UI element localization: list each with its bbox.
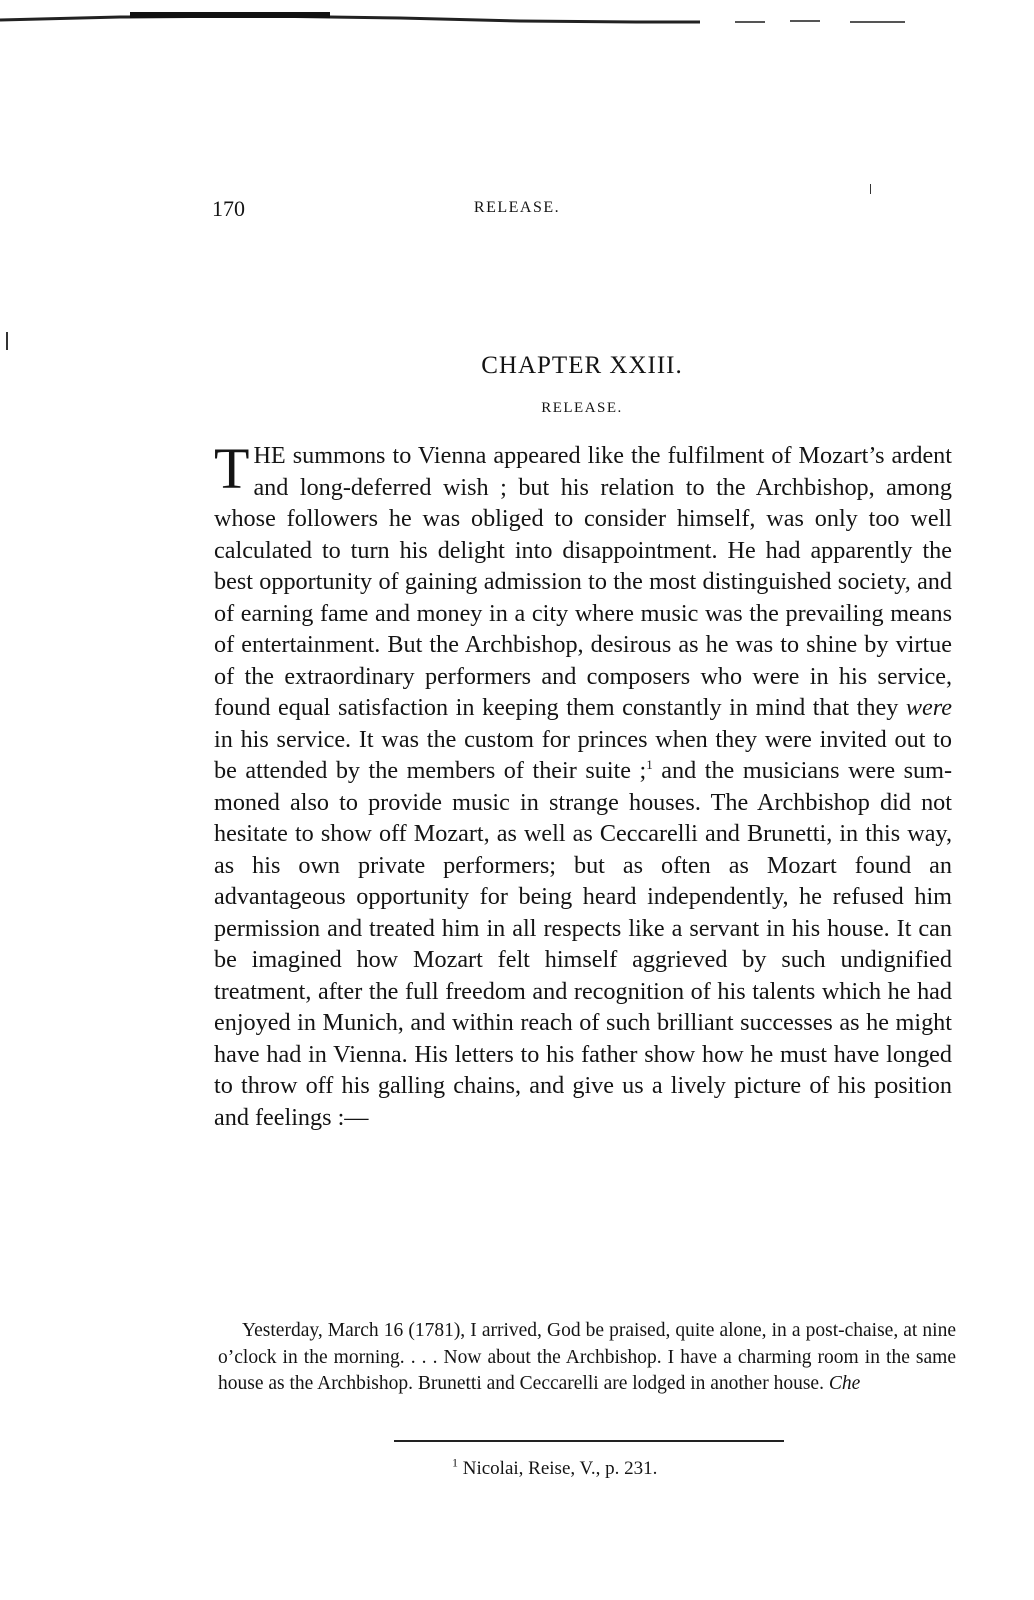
chapter-subtitle: RELEASE. [541, 400, 623, 416]
chapter-heading: CHAPTER XXIII. [481, 352, 683, 379]
running-title: RELEASE. [473, 199, 561, 216]
body-text-part-1: HE summons to Vienna appeared like the fulfilment of Mozart’s ardent and long-deferred wish ; but his relation to the Archbishop, among whose followers he was obliged to consider himself, was only too well calculated to turn his delight into disappointment. He had apparently the best opportunity of gaining admission to the most distinguished society, and of earning fame and money in a city where music was the prevailing means of entertainment. But the Archbishop, desirous as he was to shine by virtue of the extraordinary performers and composers who were in his service, found equal satisfaction in keeping them constantly in mind that they [214, 442, 952, 721]
body-text-part-2: in his service. It was the custom for princes when they were invited out to be attended by the members of their suite ; [214, 725, 952, 784]
quote-italic-tail: Che [828, 1373, 861, 1394]
scan-edge-artifact [0, 12, 1034, 28]
quote-text: Yesterday, March 16 (1781), I arrived, God be praised, quite alone, in a post-chaise, at nine o’clock in the morning. . . . Now about the Archbishop. I have a charming room in the same house as the Archbishop. Brunetti and Ceccarelli are lodged in another house. [218, 1320, 956, 1394]
page-number: 170 [212, 196, 245, 221]
footnote-text: Nicolai, Reise, V., p. 231. [462, 1458, 658, 1479]
footnote [452, 1455, 658, 1480]
drop-cap: T [214, 436, 250, 501]
running-head [0, 196, 1034, 226]
body-text-part-3: and the musicians were summoned also to provide music in strange houses. The Archbishop did not hesitate to show off Mozart, as well as Ceccarelli and Brunetti, in this way, as his own private performers; but as often as Mozart found an advantageous opportunity for being heard independently, he refused him permission and treated him in all respects like a servant in his house. It can be imagined how Mozart felt himself aggrieved by such undignified treatment, after the full freedom and recognition of his talents which he had enjoyed in Munich, and within reach of such brilliant successes as he might have had in Vienna. His letters to his father show how he must have longed to throw off his galling chains, and give us a lively picture of his position and feelings :— [214, 757, 952, 1131]
margin-speck [6, 332, 8, 350]
margin-speck [870, 184, 871, 194]
footnote-reference: 1 [646, 756, 653, 772]
letter-quote [218, 1318, 956, 1398]
body-paragraph [214, 436, 952, 1133]
emphasis-word: were [905, 694, 952, 721]
footnote-divider [394, 1440, 784, 1442]
footnote-marker: 1 [452, 1455, 458, 1470]
